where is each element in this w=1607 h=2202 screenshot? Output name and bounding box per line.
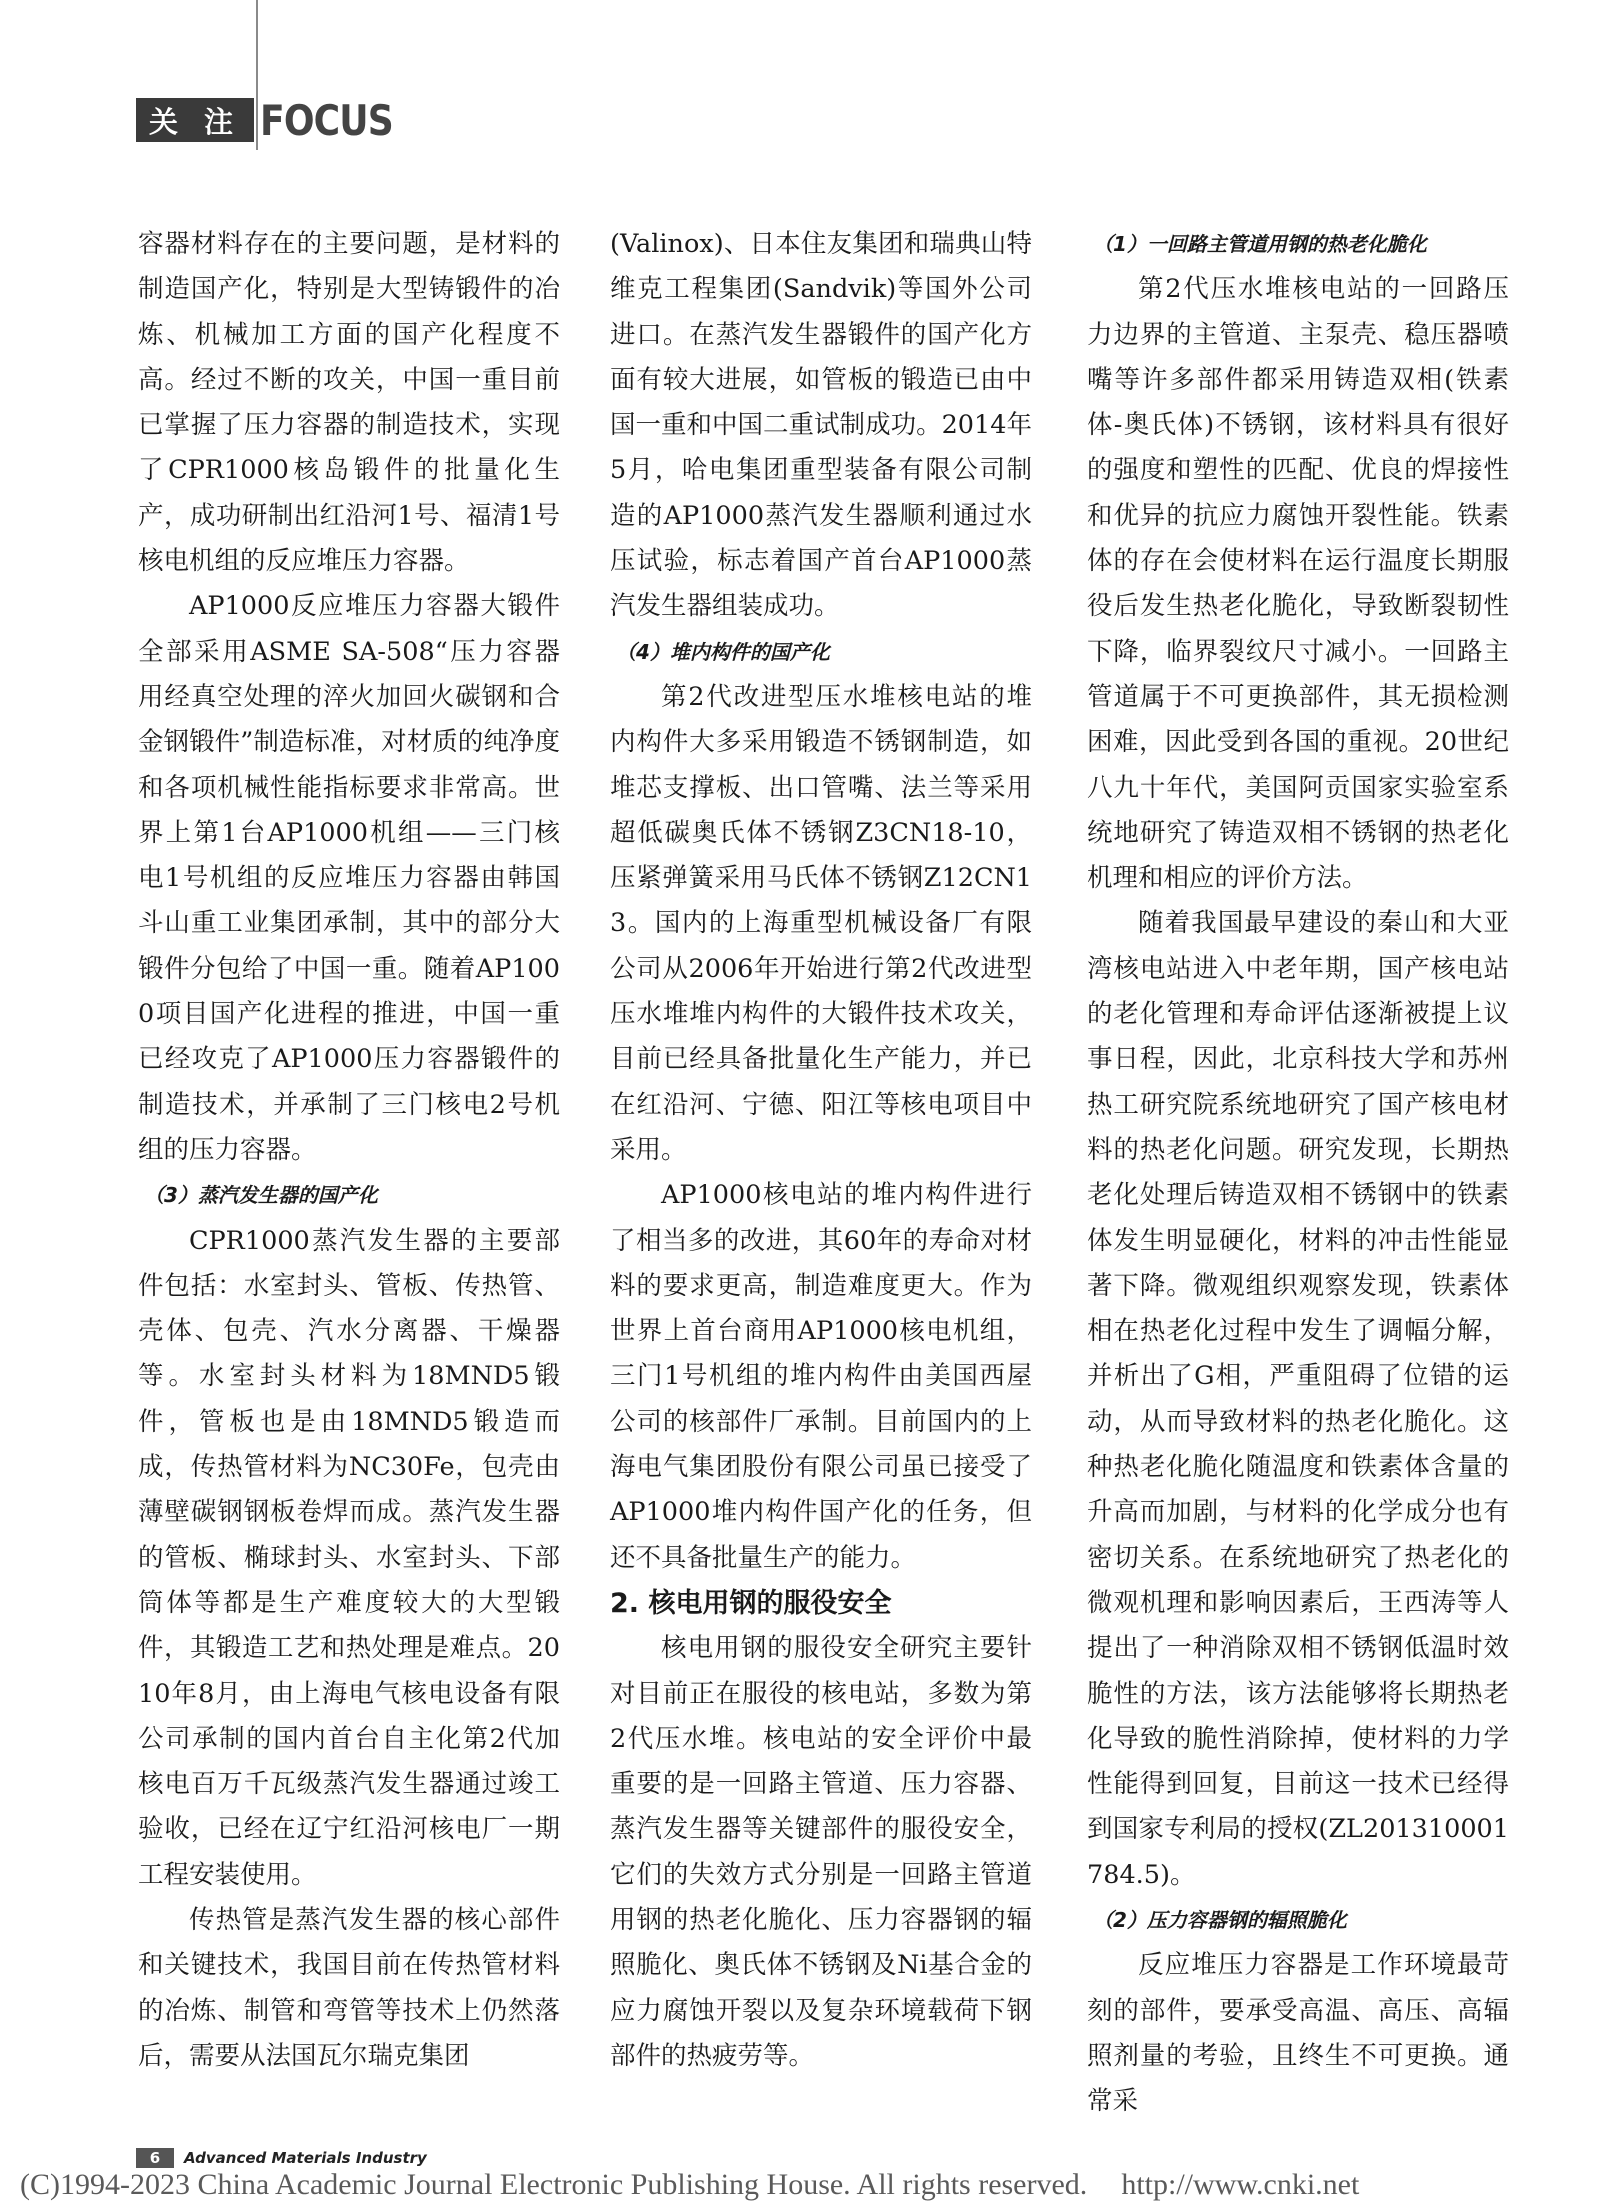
subsection-heading: （2）压力容器钢的辐照脆化 bbox=[1093, 1907, 1347, 1932]
paragraph: CPR1000蒸汽发生器的主要部件包括：水室封头、管板、传热管、壳体、包壳、汽水分离器、干燥器等。水室封头材料为18MND5锻件，管板也是由18MND5锻造而成，传热管材料为NC30Fe，包壳由薄壁碳钢钢板卷焊而成。蒸汽发生器的管板、椭球封头、水室封头、下部筒体等都是生产难度较大的大型锻件，其锻造工艺和热处理是难点。2010年8月，由上海电气核电设备有限公司承制的国内首台自主化第2代加核电百万千瓦级蒸汽发生器通过竣工验收，已经在辽宁红沿河核电厂一期工程安装使用。 bbox=[138, 1225, 560, 1890]
paragraph: 反应堆压力容器是工作环境最苛刻的部件，要承受高温、高压、高辐照剂量的考验，且终生不可更换。通常采 bbox=[1087, 1950, 1509, 2117]
section-header bbox=[136, 96, 415, 144]
subsection-heading: （1）一回路主管道用钢的热老化脆化 bbox=[1093, 232, 1427, 256]
text-column-2 bbox=[610, 222, 1032, 2079]
paragraph: 第2代压水堆核电站的一回路压力边界的主管道、主泵壳、稳压器喷嘴等许多部件都采用铸造双相(铁素体-奥氏体)不锈钢，该材料具有很好的强度和塑性的匹配、优良的焊接性和优异的抗应力腐蚀开裂性能。铁素体的存在会使材料在运行温度长期服役后发生热老化脆化，导致断裂韧性下降，临界裂纹尺寸减小。一回路主管道属于不可更换部件，其无损检测困难，因此受到各国的重视。20世纪八九十年代，美国阿贡国家实验室系统地研究了铸造双相不锈钢的热老化机理和相应的评价方法。 bbox=[1087, 274, 1509, 894]
section-label-cn: 关 注 bbox=[136, 98, 254, 142]
paragraph: (Valinox)、日本住友集团和瑞典山特维克工程集团(Sandvik)等国外公司进口。在蒸汽发生器锻件的国产化方面有较大进展，如管板的锻造已由中国一重和中国二重试制成功。2014年5月，哈电集团重型装备有限公司制造的AP1000蒸汽发生器顺利通过水压试验，标志着国产首台AP1000蒸汽发生器组装成功。 bbox=[610, 229, 1032, 622]
page-number: 6 bbox=[136, 2148, 174, 2168]
subsection-heading: （4）堆内构件的国产化 bbox=[616, 639, 830, 664]
section-label-en: FOCUS bbox=[260, 95, 393, 145]
paragraph: 随着我国最早建设的秦山和大亚湾核电站进入中老年期，国产核电站的老化管理和寿命评估逐渐被提上议事日程，因此，北京科技大学和苏州热工研究院系统地研究了国产核电材料的热老化问题。研究发现，长期热老化处理后铸造双相不锈钢中的铁素体发生明显硬化，材料的冲击性能显著下降。微观组织观察发现，铁素体相在热老化过程中发生了调幅分解，并析出了G相，严重阻碍了位错的运动，从而导致材料的热老化脆化。这种热老化脆化随温度和铁素体含量的升高而加剧，与材料的化学成分也有密切关系。在系统地研究了热老化的微观机理和影响因素后，王西涛等人提出了一种消除双相不锈钢低温时效脆性的方法，该方法能够将长期热老化导致的脆性消除掉，使材料的力学性能得到回复，目前这一技术已经得到国家专利局的授权(ZL201310001784.5)。 bbox=[1087, 908, 1509, 1890]
paragraph: AP1000反应堆压力容器大锻件全部采用ASME SA-508“压力容器用经真空处理的淬火加回火碳钢和合金钢锻件”制造标准，对材质的纯净度和各项机械性能指标要求非常高。世界上第1台AP1000机组——三门核电1号机组的反应堆压力容器由韩国斗山重工业集团承制，其中的部分大锻件分包给了中国一重。随着AP1000项目国产化进程的推进，中国一重已经攻克了AP1000压力容器锻件的制造技术，并承制了三门核电2号机组的压力容器。 bbox=[138, 591, 560, 1165]
paragraph: 传热管是蒸汽发生器的核心部件和关键技术，我国目前在传热管材料的冶炼、制管和弯管等技术上仍然落后，需要从法国瓦尔瑞克集团 bbox=[138, 1904, 560, 2071]
paragraph: 核电用钢的服役安全研究主要针对目前正在服役的核电站，多数为第2代压水堆。核电站的安全评价中最重要的是一回路主管道、压力容器、蒸汽发生器等关键部件的服役安全，它们的失效方式分别是一回路主管道用钢的热老化脆化、压力容器钢的辐照脆化、奥氏体不锈钢及Ni基合金的应力腐蚀开裂以及复杂环境载荷下钢部件的热疲劳等。 bbox=[610, 1633, 1032, 2071]
paragraph: 容器材料存在的主要问题，是材料的制造国产化，特别是大型铸锻件的冶炼、机械加工方面的国产化程度不高。经过不断的攻关，中国一重目前已掌握了压力容器的制造技术，实现了CPR1000核岛锻件的批量化生产，成功研制出红沿河1号、福清1号核电机组的反应堆压力容器。 bbox=[138, 229, 560, 577]
cnki-url: http://www.cnki.net bbox=[1121, 2168, 1360, 2201]
paragraph: 第2代改进型压水堆核电站的堆内构件大多采用锻造不锈钢制造，如堆芯支撑板、出口管嘴、法兰等采用超低碳奥氏体不锈钢Z3CN18-10，压紧弹簧采用马氏体不锈钢Z12CN13。国内的上海重型机械设备厂有限公司从2006年开始进行第2代改进型压水堆堆内构件的大锻件技术攻关，目前已经具备批量化生产能力，并已在红沿河、宁德、阳江等核电项目中采用。 bbox=[610, 681, 1032, 1165]
paragraph: AP1000核电站的堆内构件进行了相当多的改进，其60年的寿命对材料的要求更高，制造难度更大。作为世界上首台商用AP1000核电机组，三门1号机组的堆内构件由美国西屋公司的核部件厂承制。目前国内的上海电气集团股份有限公司虽已接受了AP1000堆内构件国产化的任务，但还不具备批量生产的能力。 bbox=[610, 1180, 1032, 1573]
page-footer bbox=[136, 2148, 427, 2168]
text-column-3 bbox=[1087, 222, 1509, 2124]
journal-name: Advanced Materials Industry bbox=[184, 2149, 427, 2167]
copyright-text: (C)1994-2023 China Academic Journal Electronic Publishing House. All rights reserved. bbox=[20, 2168, 1088, 2201]
section-heading: 2. 核电用钢的服役安全 bbox=[610, 1587, 892, 1619]
subsection-heading: （3）蒸汽发生器的国产化 bbox=[144, 1183, 378, 1208]
text-column-1 bbox=[138, 222, 560, 2079]
